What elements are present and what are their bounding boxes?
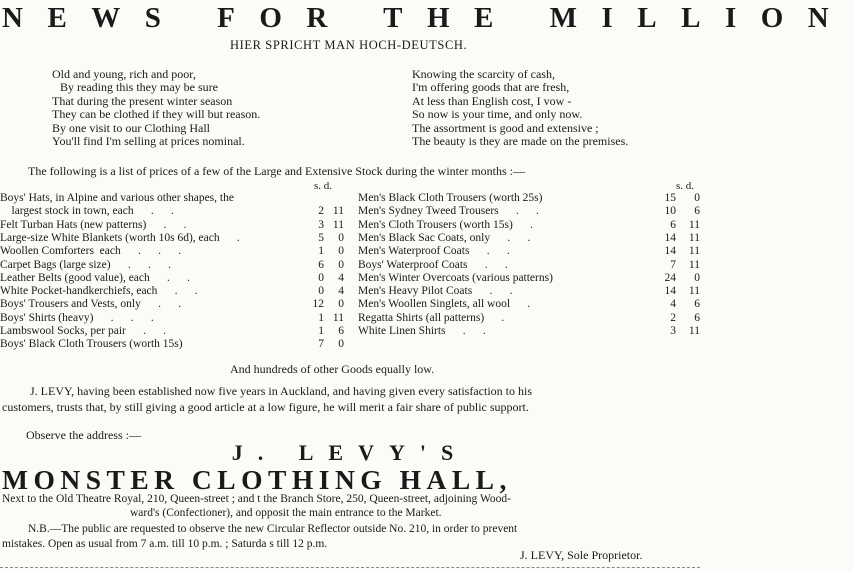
price-pence: 0 xyxy=(694,192,700,204)
item-name: Lambswool Socks, per pair . . xyxy=(0,325,167,337)
paragraph-line: customers, trusts that, by still giving a good article at a low figure, he will merit a fair share of public support. xyxy=(2,400,529,414)
price-pence: 6 xyxy=(694,311,700,324)
price-row xyxy=(0,232,352,245)
price-row xyxy=(358,285,700,298)
verse-line: You'll find I'm selling at prices nominal. xyxy=(52,134,245,149)
price-pence: 11 xyxy=(688,285,700,298)
price-shillings: 14 xyxy=(664,285,676,298)
price-pence: 4 xyxy=(338,285,344,298)
price-shillings: 7 xyxy=(670,258,676,271)
item-name: Leather Belts (good value), each . . xyxy=(0,271,191,284)
nb-notice xyxy=(2,522,517,552)
item-name: Men's Sydney Tweed Trousers . . xyxy=(358,205,539,218)
price-row xyxy=(358,245,700,258)
item-name: Men's Waterproof Coats . . xyxy=(358,245,510,258)
price-shillings: 14 xyxy=(664,245,676,258)
item-name: Boys' Black Cloth Trousers (worth 15s) xyxy=(0,338,183,351)
price-row xyxy=(0,325,352,338)
price-shillings: 10 xyxy=(664,205,676,218)
item-name: Boys' Shirts (heavy) . . . xyxy=(0,311,154,324)
verse-line: By reading this they may be sure xyxy=(60,80,218,95)
price-row xyxy=(0,245,352,258)
price-shillings: 6 xyxy=(670,218,676,231)
verse-line: That during the present winter season xyxy=(52,93,233,108)
price-pence: 11 xyxy=(332,218,344,231)
item-name: Carpet Bags (large size) . . . xyxy=(0,258,171,271)
left-column-header: s. d. xyxy=(314,180,333,192)
price-shillings: 5 xyxy=(318,231,324,244)
item-name: Large-size White Blankets (worth 10s 6d), each . xyxy=(0,231,240,244)
price-row xyxy=(358,312,700,325)
observe-address: Observe the address :— xyxy=(26,428,141,442)
price-pence: 11 xyxy=(688,231,700,244)
price-shillings: 2 xyxy=(318,205,324,218)
price-shillings: 4 xyxy=(670,298,676,311)
price-row xyxy=(0,298,352,311)
item-name: White Pocket-handkerchiefs, each . . xyxy=(0,285,198,298)
price-pence: 11 xyxy=(688,325,700,337)
price-pence: 0 xyxy=(694,271,700,284)
verse-line: They can be clothed if they will but reason. xyxy=(52,107,261,122)
hundreds-note: And hundreds of other Goods equally low. xyxy=(230,362,435,376)
price-shillings: 14 xyxy=(664,231,676,244)
price-row xyxy=(0,272,352,285)
item-name: Boys' Trousers and Vests, only . . xyxy=(0,298,182,311)
price-pence: 11 xyxy=(688,245,700,258)
price-pence: 6 xyxy=(694,205,700,218)
price-pence: 0 xyxy=(338,338,344,351)
item-name: Boys' Hats, in Alpine and various other shapes, the xyxy=(0,192,234,204)
price-row xyxy=(358,232,700,245)
bottom-rule xyxy=(0,567,700,568)
price-pence: 11 xyxy=(688,218,700,231)
price-shillings: 3 xyxy=(318,218,324,231)
item-name: Men's Black Sac Coats, only . . xyxy=(358,231,531,244)
signature: J. LEVY, Sole Proprietor. xyxy=(520,548,643,562)
price-pence: 0 xyxy=(338,258,344,271)
price-row xyxy=(358,272,700,285)
price-pence: 6 xyxy=(338,325,344,337)
price-pence: 0 xyxy=(338,231,344,244)
verse-line: The assortment is good and extensive ; xyxy=(412,120,599,135)
price-row xyxy=(358,298,700,311)
item-name: Men's Winter Overcoats (various patterns) xyxy=(358,271,553,284)
price-row xyxy=(358,259,700,272)
item-name: Men's Cloth Trousers (worth 15s) . xyxy=(358,218,533,231)
price-pence: 11 xyxy=(688,258,700,271)
price-pence: 0 xyxy=(338,298,344,311)
price-row xyxy=(358,325,700,338)
price-row xyxy=(0,285,352,298)
verse-line: By one visit to our Clothing Hall xyxy=(52,120,210,135)
verse-left xyxy=(52,68,260,148)
verse-right xyxy=(412,68,628,148)
price-row xyxy=(0,192,352,205)
address-line: Next to the Old Theatre Royal, 210, Queen-street ; and t the Branch Store, 250, Queen-street, adjoining Wood- xyxy=(2,493,511,505)
item-name: Men's Woollen Singlets, all wool . xyxy=(358,298,531,311)
price-list-intro: The following is a list of prices of a few of the Large and Extensive Stock during the winter months :— xyxy=(28,164,525,178)
verse-line: So now is your time, and only now. xyxy=(412,107,583,122)
item-name: Woollen Comforters each . . . xyxy=(0,245,182,258)
price-shillings: 2 xyxy=(670,311,676,324)
item-name: largest stock in town, each . . xyxy=(0,205,174,218)
price-row xyxy=(0,259,352,272)
item-name: Boys' Waterproof Coats . . xyxy=(358,258,508,271)
price-row xyxy=(358,192,700,205)
verse-line: Old and young, rich and poor, xyxy=(52,67,196,81)
price-row xyxy=(0,219,352,232)
nb-line: mistakes. Open as usual from 7 a.m. till 10 p.m. ; Saturda s till 12 p.m. xyxy=(2,538,328,550)
item-name: Men's Black Cloth Trousers (worth 25s) xyxy=(358,192,543,204)
item-name: Regatta Shirts (all patterns) . xyxy=(358,311,505,324)
price-pence: 6 xyxy=(694,298,700,311)
price-pence: 0 xyxy=(338,245,344,258)
price-shillings: 15 xyxy=(664,192,676,204)
price-shillings: 1 xyxy=(318,311,324,324)
subheading: HIER SPRICHT MAN HOCH-DEUTSCH. xyxy=(230,38,468,52)
price-shillings: 1 xyxy=(318,245,324,258)
verse-line: At less than English cost, I vow - xyxy=(412,93,572,108)
paragraph-line: J. LEVY, having been established now five years in Auckland, and having given every satisfaction to his xyxy=(30,384,532,398)
price-row xyxy=(0,338,352,351)
price-pence: 11 xyxy=(332,205,344,218)
banner-headline: NEWS FOR THE MILLION xyxy=(2,2,853,34)
price-shillings: 12 xyxy=(312,298,324,311)
price-row xyxy=(0,205,352,218)
verse-line: The beauty is they are made on the premises. xyxy=(412,134,629,149)
right-column-header: s. d. xyxy=(676,180,695,192)
price-shillings: 1 xyxy=(318,325,324,337)
price-row xyxy=(358,219,700,232)
price-pence: 11 xyxy=(332,311,344,324)
item-name: Felt Turban Hats (new patterns) . . xyxy=(0,218,187,231)
nb-line: N.B.—The public are requested to observe the new Circular Reflector outside No. 210, in order to prevent xyxy=(28,523,518,535)
price-row xyxy=(0,312,352,325)
address-line: ward's (Confectioner), and opposit the main entrance to the Market. xyxy=(130,507,442,519)
verse-line: Knowing the scarcity of cash, xyxy=(412,67,555,81)
price-shillings: 3 xyxy=(670,325,676,337)
item-name: Men's Heavy Pilot Coats . . xyxy=(358,285,513,298)
hall-name: MONSTER CLOTHING HALL, xyxy=(2,464,512,495)
price-shillings: 24 xyxy=(664,271,676,284)
item-name: White Linen Shirts . . xyxy=(358,325,486,337)
price-shillings: 6 xyxy=(318,258,324,271)
price-shillings: 0 xyxy=(318,271,324,284)
price-shillings: 7 xyxy=(318,338,324,351)
price-pence: 4 xyxy=(338,271,344,284)
firm-name: J. LEVY'S xyxy=(231,440,469,465)
price-row xyxy=(358,205,700,218)
price-shillings: 0 xyxy=(318,285,324,298)
address xyxy=(2,492,511,520)
verse-line: I'm offering goods that are fresh, xyxy=(412,80,570,95)
